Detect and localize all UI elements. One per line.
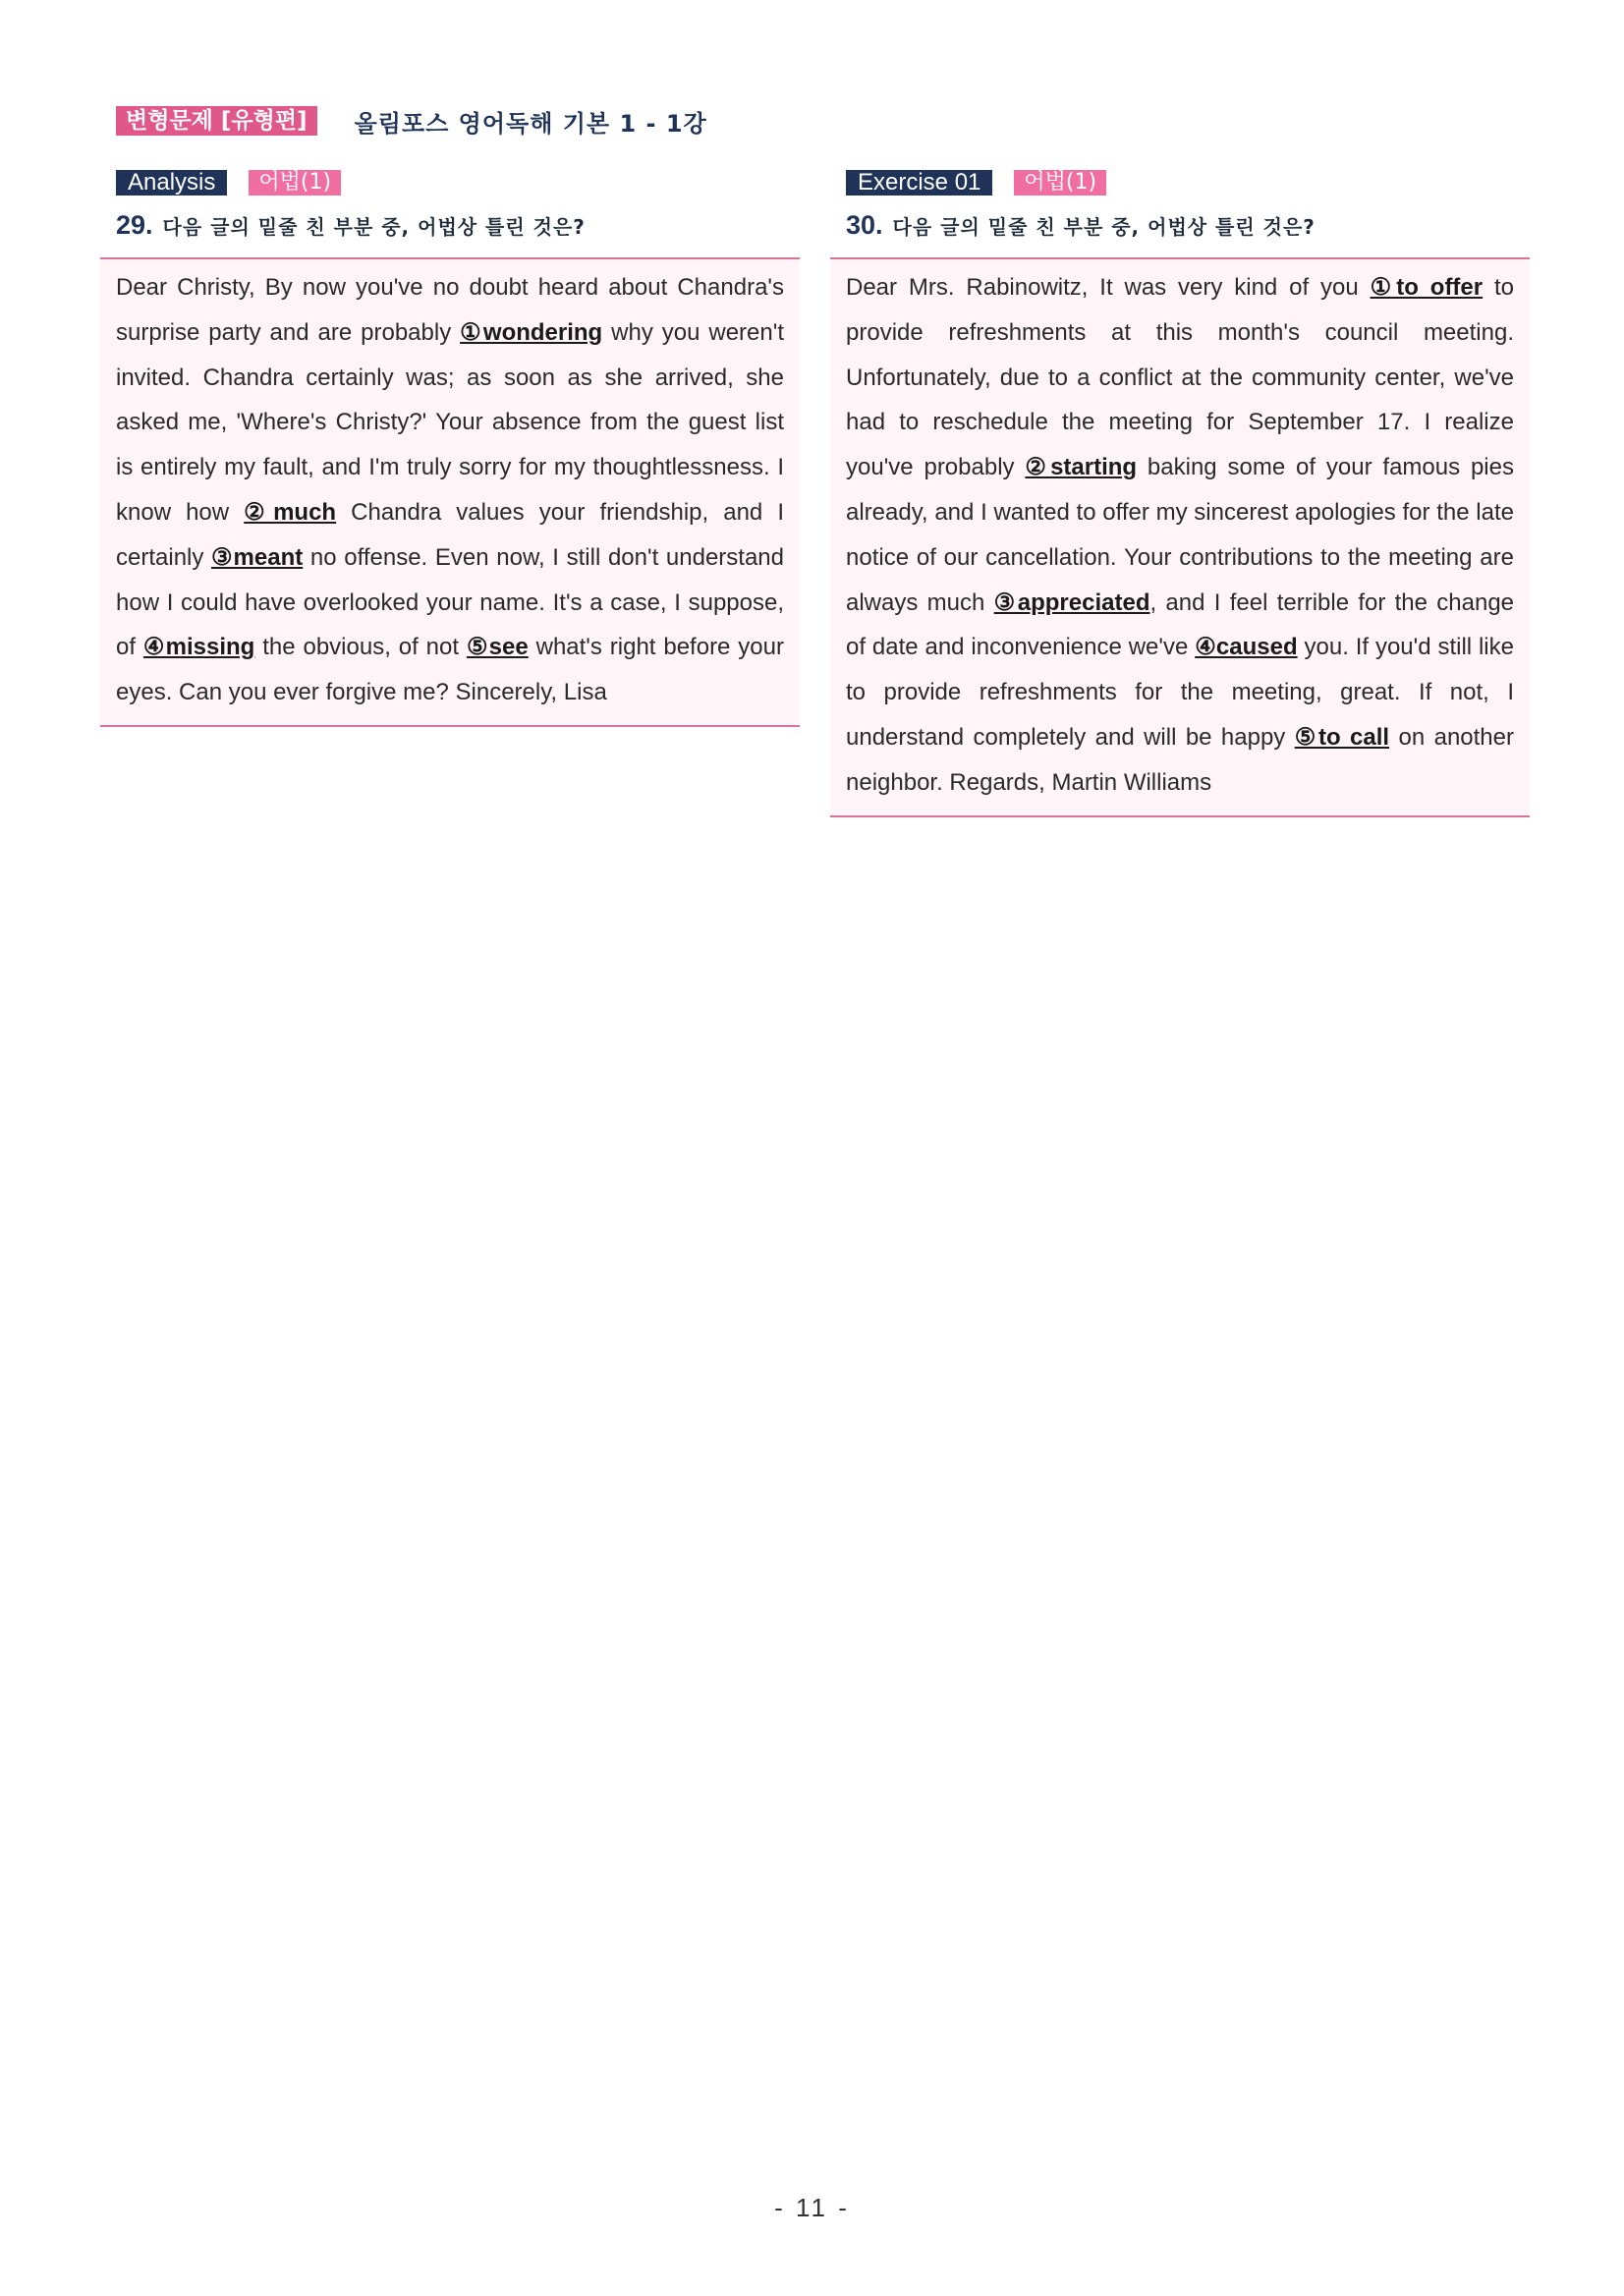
passage-segment: to provide refreshments at this month's council meeting. Unfortunately, due to a conflict at the community center, we've had to reschedule the meeting for September 17. I realize you've probably	[846, 274, 1514, 481]
underlined-choice-4: ④caused	[1195, 634, 1298, 661]
passage-segment: Dear Christy, By now you've no doubt heard about Chandra's surprise party and are probably	[116, 274, 784, 346]
underlined-choice-3: ③meant	[211, 543, 304, 571]
question-29-column	[100, 169, 800, 727]
underlined-choice-1: ①wondering	[460, 318, 603, 346]
question-number: 29.	[116, 210, 153, 240]
question-text: 다음 글의 밑줄 친 부분 중, 어법상 틀린 것은?	[162, 215, 586, 239]
underlined-choice-4: ④missing	[142, 634, 255, 661]
underlined-choice-3: ③appreciated	[993, 588, 1150, 616]
question-30-column	[830, 169, 1530, 817]
question-tags	[846, 169, 1530, 196]
page-header	[116, 104, 707, 138]
passage-segment: the obvious, of not	[254, 634, 467, 661]
passage-segment: baking some of your famous pies already, and I wanted to offer my sincerest apologies for the late notice of our cancellation. Your contributions to the meeting are always much	[846, 454, 1514, 616]
passage-box	[830, 257, 1530, 817]
underlined-choice-2: ②much	[244, 498, 337, 526]
grammar-tag: 어법(1)	[249, 170, 341, 196]
section-badge: 변형문제 [유형편]	[116, 106, 317, 136]
passage-segment: no offense. Even now, I still don't understand how I could have overlooked your name. It's a case, I suppose, of	[116, 543, 784, 661]
underlined-choice-2: ②starting	[1025, 454, 1138, 481]
underlined-choice-5: ⑤to call	[1294, 723, 1390, 751]
passage-box	[100, 257, 800, 727]
exercise-tag: Exercise 01	[846, 170, 992, 196]
passage-segment: you. If you'd still like to provide refreshments for the meeting, great. If not, I understand completely and will be happy	[846, 634, 1514, 751]
passage-segment: on another neighbor. Regards, Martin Williams	[846, 723, 1514, 796]
document-title: 올림포스 영어독해 기본 1 - 1강	[354, 109, 707, 138]
passage-segment: why you weren't invited. Chandra certainly was; as soon as she arrived, she asked me, 'Where's Christy?' Your absence from the guest list is entirely my fault, and I'm truly sorry for my thoughtlessness. I know how	[116, 318, 784, 526]
passage-segment: Dear Mrs. Rabinowitz, It was very kind of you	[846, 274, 1371, 301]
grammar-tag: 어법(1)	[1014, 170, 1106, 196]
passage-text	[116, 265, 784, 715]
passage-segment: Chandra values your friendship, and I certainly	[116, 498, 785, 571]
page-number: - 11 -	[774, 2193, 850, 2222]
analysis-tag: Analysis	[116, 170, 227, 196]
passage-text	[846, 265, 1514, 806]
passage-segment: , and I feel terrible for the change of date and inconvenience we've	[846, 588, 1515, 661]
question-prompt	[116, 210, 800, 244]
question-prompt	[846, 210, 1530, 244]
question-number: 30.	[846, 210, 883, 240]
question-tags	[116, 169, 800, 196]
underlined-choice-1: ①to offer	[1370, 274, 1484, 301]
underlined-choice-5: ⑤see	[466, 634, 529, 661]
passage-segment: what's right before your eyes. Can you ever forgive me? Sincerely, Lisa	[116, 634, 784, 706]
question-text: 다음 글의 밑줄 친 부분 중, 어법상 틀린 것은?	[892, 215, 1316, 239]
